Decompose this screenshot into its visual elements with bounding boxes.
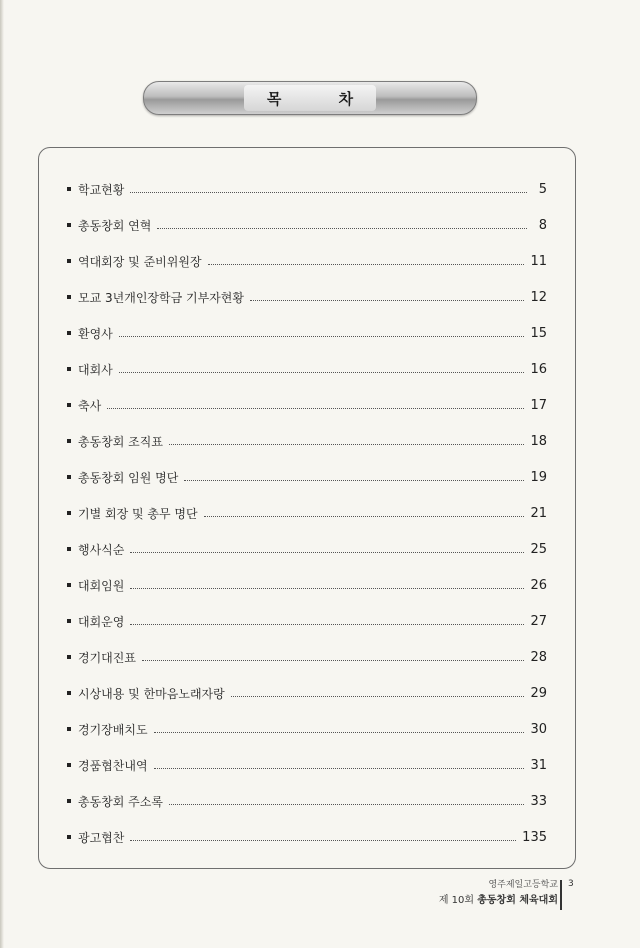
toc-item-page: 28	[530, 649, 547, 665]
toc-item-title: 총동창회 임원 명단	[78, 470, 179, 485]
bullet-icon	[67, 439, 71, 443]
bullet-icon	[67, 295, 71, 299]
toc-item-title: 학교현황	[78, 182, 125, 197]
toc-item[interactable]	[67, 611, 547, 631]
toc-item[interactable]	[67, 683, 547, 703]
toc-item-title: 경기장배치도	[78, 722, 148, 737]
title-banner	[143, 81, 477, 115]
toc-item-title: 경품협찬내역	[78, 758, 148, 773]
toc-item-page: 25	[530, 541, 547, 557]
toc-item[interactable]	[67, 647, 547, 667]
dot-leader	[119, 371, 525, 373]
toc-item[interactable]	[67, 539, 547, 559]
bullet-icon	[67, 835, 71, 839]
bullet-icon	[67, 799, 71, 803]
toc-item-title: 모교 3년개인장학금 기부자현황	[78, 290, 244, 305]
toc-item-page: 16	[530, 361, 547, 377]
toc-item-title: 경기대진표	[78, 650, 136, 665]
bullet-icon	[67, 547, 71, 551]
bullet-icon	[67, 187, 71, 191]
toc-item-page: 31	[530, 757, 547, 773]
bullet-icon	[67, 475, 71, 479]
toc-item[interactable]	[67, 323, 547, 343]
bullet-icon	[67, 511, 71, 515]
toc-item-page: 12	[530, 289, 547, 305]
dot-leader	[130, 623, 524, 625]
dot-leader	[184, 479, 524, 481]
toc-item-page: 15	[530, 325, 547, 341]
bullet-icon	[67, 691, 71, 695]
toc-item-title: 광고협찬	[78, 830, 125, 845]
bullet-icon	[67, 223, 71, 227]
toc-item[interactable]	[67, 575, 547, 595]
footer-divider	[560, 880, 562, 910]
toc-item-page: 26	[530, 577, 547, 593]
dot-leader	[130, 551, 524, 553]
toc-item[interactable]	[67, 215, 547, 235]
bullet-icon	[67, 331, 71, 335]
footer-school-name: 영주제일고등학교	[488, 880, 558, 890]
toc-item-page: 19	[530, 469, 547, 485]
toc-item-title: 행사식순	[78, 542, 125, 557]
toc-item[interactable]	[67, 179, 547, 199]
dot-leader	[130, 587, 524, 589]
toc-item-page: 8	[538, 217, 547, 233]
toc-item-title: 대회사	[78, 362, 113, 377]
page-footer	[439, 878, 558, 908]
dot-leader	[204, 515, 525, 517]
dot-leader	[250, 299, 524, 301]
toc-item-title: 총동창회 주소록	[78, 794, 163, 809]
toc-item-title: 기별 회장 및 총무 명단	[78, 506, 198, 521]
toc-item[interactable]	[67, 755, 547, 775]
toc-item[interactable]	[67, 251, 547, 271]
toc-item-page: 5	[538, 181, 547, 197]
bullet-icon	[67, 583, 71, 587]
toc-item-title: 축사	[78, 398, 102, 413]
bullet-icon	[67, 403, 71, 407]
bullet-icon	[67, 763, 71, 767]
toc-item[interactable]	[67, 467, 547, 487]
toc-item[interactable]	[67, 719, 547, 739]
dot-leader	[154, 767, 525, 769]
dot-leader	[231, 695, 525, 697]
toc-item[interactable]	[67, 791, 547, 811]
dot-leader	[208, 263, 525, 265]
dot-leader	[119, 335, 525, 337]
footer-event-prefix: 제 10회	[438, 895, 475, 906]
bullet-icon	[67, 727, 71, 731]
bullet-icon	[67, 655, 71, 659]
toc-item[interactable]	[67, 431, 547, 451]
footer-event	[439, 893, 558, 908]
toc-item[interactable]	[67, 359, 547, 379]
toc-item-page: 21	[530, 505, 547, 521]
dot-leader	[169, 803, 524, 805]
toc-item-title: 환영사	[78, 326, 113, 341]
toc-item[interactable]	[67, 287, 547, 307]
toc-item-page: 17	[530, 397, 547, 413]
toc-item-page: 33	[530, 793, 547, 809]
toc-item-title: 대회임원	[78, 578, 125, 593]
table-of-contents	[38, 147, 576, 869]
toc-item-title: 총동창회 연혁	[78, 218, 152, 233]
toc-item-page: 30	[530, 721, 547, 737]
page-binding-edge	[0, 0, 4, 948]
page-number: 3	[568, 879, 574, 889]
dot-leader	[157, 227, 527, 229]
toc-item[interactable]	[67, 827, 547, 847]
toc-item-page: 18	[530, 433, 547, 449]
dot-leader	[154, 731, 525, 733]
page-title: 목 차	[266, 89, 380, 108]
dot-leader	[142, 659, 524, 661]
toc-item-title: 역대회장 및 준비위원장	[78, 254, 202, 269]
dot-leader	[130, 839, 516, 841]
bullet-icon	[67, 619, 71, 623]
toc-item-title: 총동창회 조직표	[78, 434, 163, 449]
toc-item-page: 135	[522, 829, 547, 845]
toc-item-page: 29	[530, 685, 547, 701]
toc-item-page: 11	[530, 253, 547, 269]
footer-event-name: 총동창회 체육대회	[477, 895, 558, 906]
dot-leader	[107, 407, 524, 409]
toc-item[interactable]	[67, 503, 547, 523]
dot-leader	[130, 191, 527, 193]
toc-item-title: 대회운영	[78, 614, 125, 629]
toc-item-title: 시상내용 및 한마음노래자랑	[78, 686, 225, 701]
bullet-icon	[67, 259, 71, 263]
title-label-box	[244, 85, 380, 111]
toc-item-page: 27	[530, 613, 547, 629]
dot-leader	[169, 443, 524, 445]
bullet-icon	[67, 367, 71, 371]
toc-item[interactable]	[67, 395, 547, 415]
